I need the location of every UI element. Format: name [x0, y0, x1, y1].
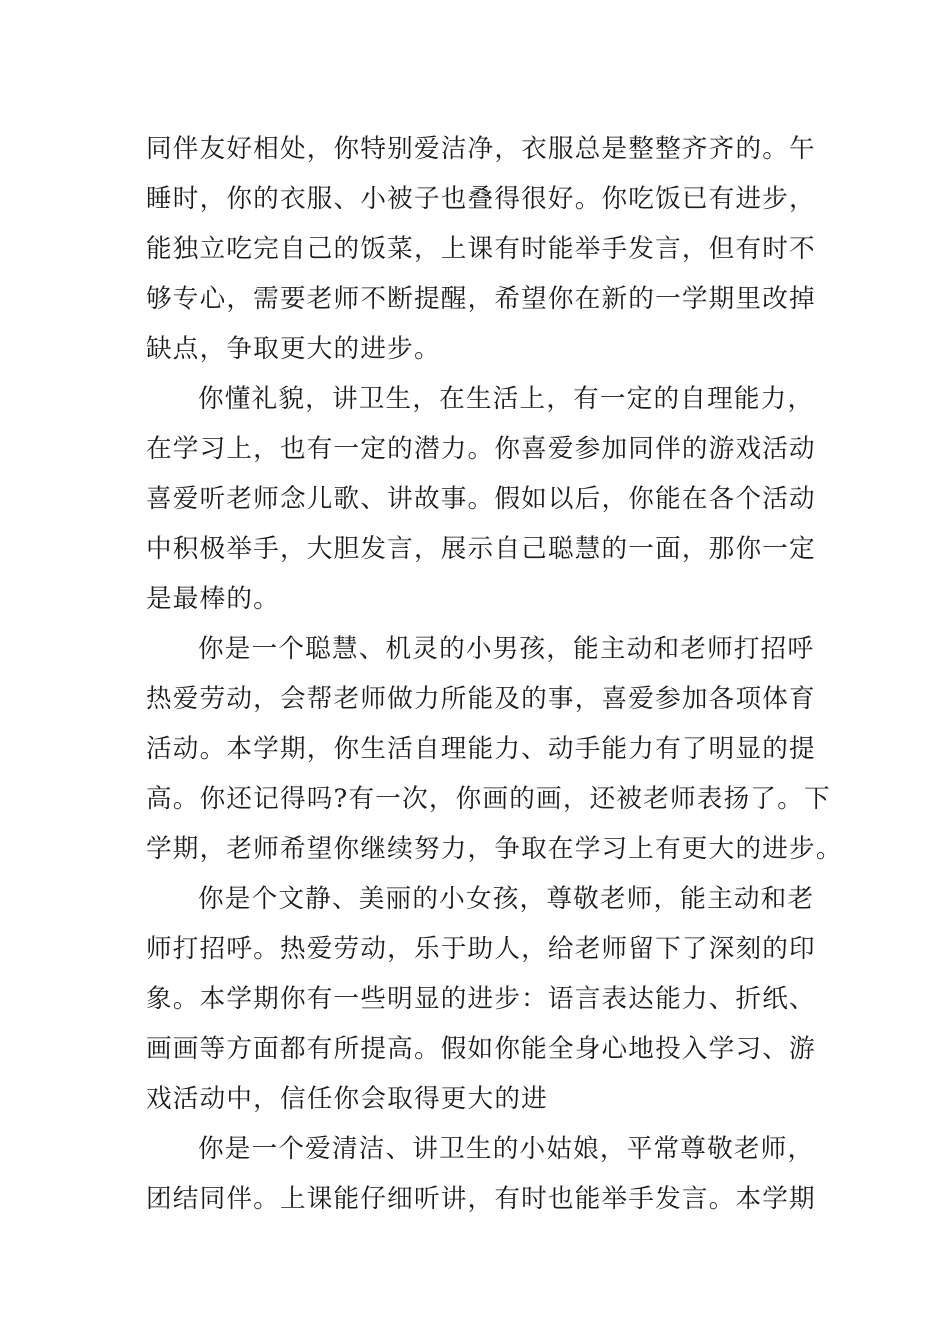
text-line: 团结同伴。上课能仔细听讲，有时也能举手发言。本学期 — [146, 1184, 816, 1214]
text-line: 你是个文静、美丽的小女孩，尊敬老师，能主动和老 — [198, 884, 815, 914]
paragraph-1 — [146, 124, 816, 374]
text-line: 在学习上，也有一定的潜力。你喜爱参加同伴的游戏活动 — [146, 434, 816, 464]
text-line: 你懂礼貌，讲卫生，在生活上，有一定的自理能力， — [198, 384, 815, 414]
text-line: 热爱劳动，会帮老师做力所能及的事，喜爱参加各项体育 — [146, 684, 816, 714]
paragraph-3 — [146, 624, 843, 874]
text-line: 象。本学期你有一些明显的进步：语言表达能力、折纸、 — [146, 984, 816, 1014]
paragraph-5 — [146, 1124, 816, 1224]
text-line: 学期，老师希望你继续努力，争取在学习上有更大的进步。 — [146, 834, 843, 864]
text-line: 能独立吃完自己的饭菜，上课有时能举手发言，但有时不 — [146, 234, 816, 264]
text-line: 你是一个聪慧、机灵的小男孩，能主动和老师打招呼 — [198, 634, 815, 664]
text-line: 你是一个爱清洁、讲卫生的小姑娘，平常尊敬老师， — [198, 1134, 815, 1164]
text-line: 同伴友好相处，你特别爱洁净，衣服总是整整齐齐的。午 — [146, 134, 816, 164]
document-body — [146, 124, 843, 1224]
text-line: 画画等方面都有所提高。假如你能全身心地投入学习、游 — [146, 1034, 816, 1064]
text-line: 高。你还记得吗?有一次，你画的画，还被老师表扬了。下 — [146, 784, 831, 814]
text-line: 活动。本学期，你生活自理能力、动手能力有了明显的提 — [146, 734, 816, 764]
text-line: 是最棒的。 — [146, 584, 280, 614]
text-line: 够专心，需要老师不断提醒，希望你在新的一学期里改掉 — [146, 284, 816, 314]
text-line: 缺点，争取更大的进步。 — [146, 334, 441, 364]
text-line: 中积极举手，大胆发言，展示自己聪慧的一面，那你一定 — [146, 534, 816, 564]
text-line: 睡时，你的衣服、小被子也叠得很好。你吃饭已有进步， — [146, 184, 816, 214]
paragraph-2 — [146, 374, 816, 624]
text-line: 喜爱听老师念儿歌、讲故事。假如以后，你能在各个活动 — [146, 484, 816, 514]
text-line: 戏活动中，信任你会取得更大的进 — [146, 1084, 548, 1114]
paragraph-4 — [146, 874, 816, 1124]
text-line: 师打招呼。热爱劳动，乐于助人，给老师留下了深刻的印 — [146, 934, 816, 964]
